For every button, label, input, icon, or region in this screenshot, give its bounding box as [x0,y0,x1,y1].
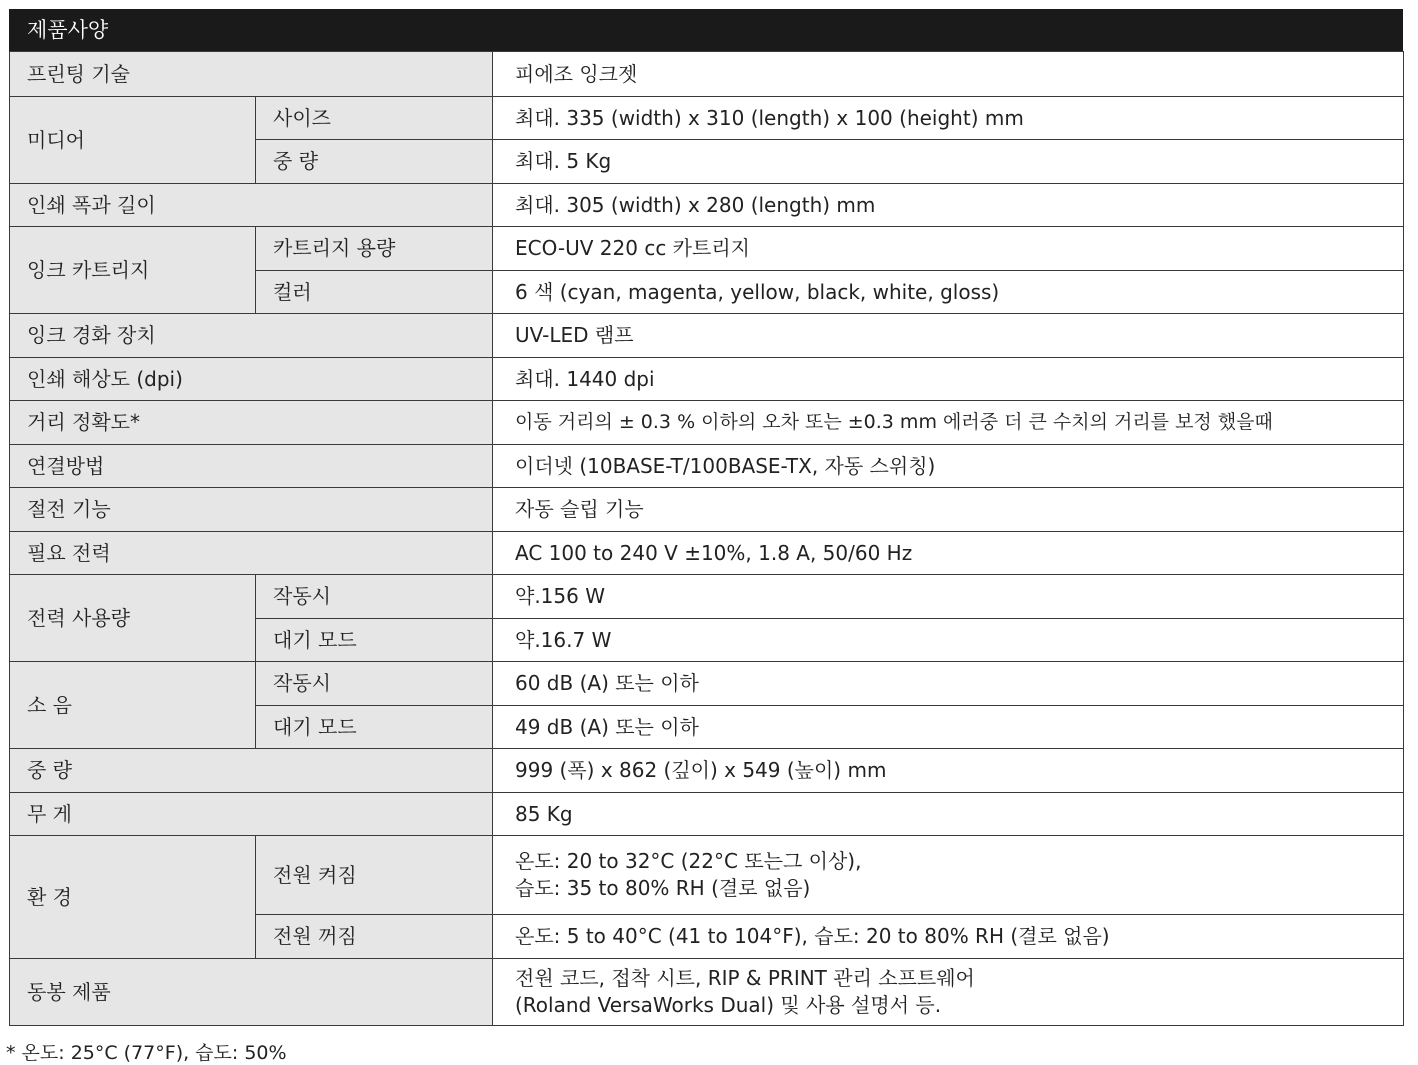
row-sublabel: 작동시 [256,575,493,619]
table-row [10,184,1404,227]
row-sublabel: 중 량 [256,140,493,184]
value-line: 온도: 20 to 32°C (22°C 또는그 이상), [515,849,862,873]
row-label: 무 게 [10,793,493,836]
row-label: 인쇄 폭과 길이 [10,184,493,227]
row-sublabel: 컬러 [256,271,493,314]
row-sublabel: 사이즈 [256,97,493,140]
row-label: 소 음 [10,662,256,749]
table-row [10,488,1404,532]
row-label: 전력 사용량 [10,575,256,662]
table-row [10,227,1404,271]
row-label: 거리 정확도* [10,401,493,445]
table-row [10,575,1404,619]
row-label: 미디어 [10,97,256,184]
row-sublabel: 대기 모드 [256,619,493,662]
table-row [10,52,1404,97]
row-value: 이동 거리의 ± 0.3 % 이하의 오차 또는 ±0.3 mm 에러중 더 큰 수치의 거리를 보정 했을때 [493,401,1404,445]
row-value: 최대. 1440 dpi [493,358,1404,401]
table-row [10,662,1404,706]
value-line: 습도: 35 to 80% RH (결로 없음) [515,876,811,900]
row-label: 프린팅 기술 [10,52,493,97]
table-row [10,358,1404,401]
row-label: 연결방법 [10,445,493,488]
value-line: (Roland VersaWorks Dual) 및 사용 설명서 등. [515,993,942,1017]
spec-title: 제품사양 [9,9,1403,51]
row-label: 환 경 [10,836,256,959]
row-value: 6 색 (cyan, magenta, yellow, black, white, gloss) [493,271,1404,314]
row-value: UV-LED 램프 [493,314,1404,358]
row-sublabel: 대기 모드 [256,706,493,749]
row-value: 49 dB (A) 또는 이하 [493,706,1404,749]
row-value: 999 (폭) x 862 (깊이) x 549 (높이) mm [493,749,1404,793]
row-sublabel: 카트리지 용량 [256,227,493,271]
table-row [10,532,1404,575]
table-row [10,314,1404,358]
row-label: 잉크 경화 장치 [10,314,493,358]
row-value: 이더넷 (10BASE-T/100BASE-TX, 자동 스위칭) [493,445,1404,488]
spec-table-container [9,9,1403,1026]
table-row [10,749,1404,793]
row-value: 최대. 305 (width) x 280 (length) mm [493,184,1404,227]
row-label: 인쇄 해상도 (dpi) [10,358,493,401]
row-value [493,836,1404,915]
table-row [10,793,1404,836]
row-value: 온도: 5 to 40°C (41 to 104°F), 습도: 20 to 80% RH (결로 없음) [493,915,1404,959]
row-sublabel: 작동시 [256,662,493,706]
row-label: 중 량 [10,749,493,793]
row-value: 최대. 335 (width) x 310 (length) x 100 (height) mm [493,97,1404,140]
row-value: 최대. 5 Kg [493,140,1404,184]
row-label: 필요 전력 [10,532,493,575]
row-label: 절전 기능 [10,488,493,532]
row-value: 85 Kg [493,793,1404,836]
row-value: 약.156 W [493,575,1404,619]
row-sublabel: 전원 켜짐 [256,836,493,915]
row-label: 동봉 제품 [10,959,493,1026]
row-value: ECO-UV 220 cc 카트리지 [493,227,1404,271]
row-sublabel: 전원 꺼짐 [256,915,493,959]
row-value: AC 100 to 240 V ±10%, 1.8 A, 50/60 Hz [493,532,1404,575]
row-value: 자동 슬립 기능 [493,488,1404,532]
row-value: 60 dB (A) 또는 이하 [493,662,1404,706]
table-row [10,445,1404,488]
row-label: 잉크 카트리지 [10,227,256,314]
spec-table [9,51,1404,1026]
table-row [10,836,1404,915]
table-row [10,401,1404,445]
row-value [493,959,1404,1026]
footnote: * 온도: 25°C (77°F), 습도: 50% [6,1042,287,1064]
table-row [10,959,1404,1026]
value-line: 전원 코드, 접착 시트, RIP & PRINT 관리 소프트웨어 [515,966,975,990]
row-value: 피에조 잉크젯 [493,52,1404,97]
row-value: 약.16.7 W [493,619,1404,662]
table-row [10,97,1404,140]
